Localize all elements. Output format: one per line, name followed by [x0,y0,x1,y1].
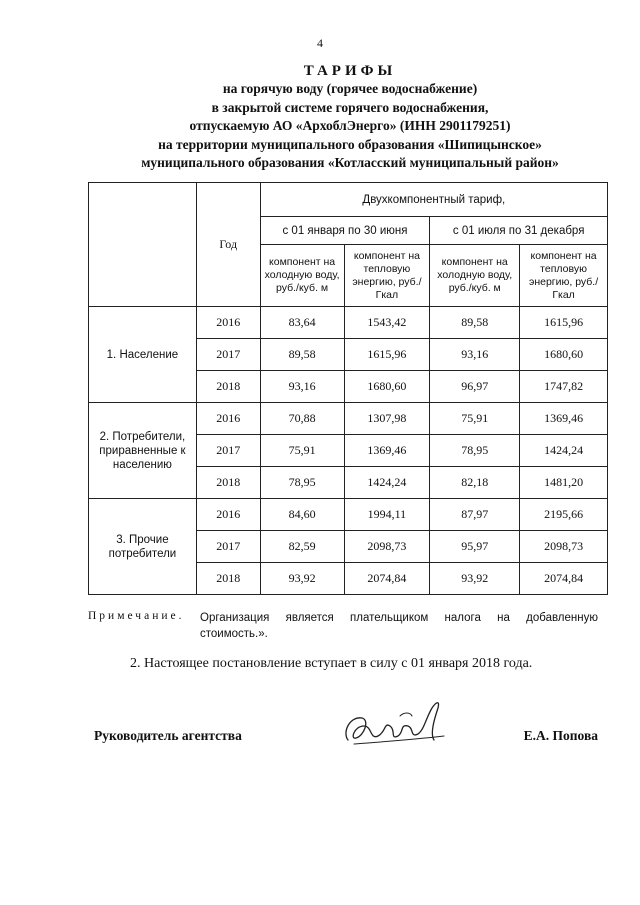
table-row [89,499,608,531]
tariff-group-header: Двухкомпонентный тариф, [260,183,607,217]
title-line: на территории муниципального образования «Шипицынское» [158,136,542,152]
title-line: на горячую воду (горячее водоснабжение) [222,81,478,96]
table-row [89,403,608,435]
value-cell: 82,18 [430,467,520,499]
year-cell: 2016 [196,499,260,531]
value-cell: 1424,24 [344,467,430,499]
value-cell: 1424,24 [520,435,608,467]
value-cell: 2074,84 [520,563,608,595]
year-cell: 2018 [196,563,260,595]
value-cell: 75,91 [430,403,520,435]
year-cell: 2018 [196,371,260,403]
year-header: Год [196,183,260,307]
value-cell: 75,91 [260,435,344,467]
value-cell: 1680,60 [344,371,430,403]
value-cell: 78,95 [260,467,344,499]
value-cell: 95,97 [430,531,520,563]
value-cell: 89,58 [260,339,344,371]
value-cell: 2098,73 [520,531,608,563]
value-cell: 1369,46 [520,403,608,435]
title-line: в закрытой системе горячего водоснабжения, [211,99,489,115]
value-cell: 1680,60 [520,339,608,371]
category-label: 2. Потребители, приравненные к населению [89,403,197,499]
table-row [89,307,608,339]
value-cell: 1994,11 [344,499,430,531]
value-cell: 2195,66 [520,499,608,531]
signatory-role: Руководитель агентства [94,728,242,743]
value-cell: 78,95 [430,435,520,467]
year-cell: 2016 [196,403,260,435]
year-cell: 2017 [196,339,260,371]
value-cell: 93,16 [430,339,520,371]
effective-date-paragraph: 2. Настоящее постановление вступает в силу с 01 января 2018 года. [130,656,533,671]
handwritten-signature [340,696,450,754]
value-cell: 70,88 [260,403,344,435]
tariff-table [88,182,608,595]
value-cell: 2098,73 [344,531,430,563]
value-cell: 1747,82 [520,371,608,403]
category-label: 3. Прочие потребители [89,499,197,595]
page-number: 4 [317,36,323,50]
component-header: компонент на холодную воду, руб./куб. м [260,245,344,307]
period-header: с 01 июля по 31 декабря [430,217,608,245]
header-empty-cell [89,183,197,307]
year-cell: 2016 [196,307,260,339]
component-header: компонент на холодную воду, руб./куб. м [430,245,520,307]
title-main: ТАРИФЫ [303,63,397,79]
value-cell: 1615,96 [520,307,608,339]
component-header: компонент на тепловую энергию, руб./Гкал [520,245,608,307]
title-line: муниципального образования «Котласский муниципальный район» [141,155,559,170]
note-text: Организация является плательщиком налога на добавленную стоимость.». [200,612,598,640]
value-cell: 1481,20 [520,467,608,499]
category-label: 1. Население [89,307,197,403]
year-cell: 2018 [196,467,260,499]
value-cell: 96,97 [430,371,520,403]
value-cell: 84,60 [260,499,344,531]
signatory-name: Е.А. Попова [523,728,598,743]
component-header: компонент на тепловую энергию, руб./Гкал [344,245,430,307]
period-header: с 01 января по 30 июня [260,217,430,245]
value-cell: 93,92 [260,563,344,595]
value-cell: 1369,46 [344,435,430,467]
value-cell: 1543,42 [344,307,430,339]
value-cell: 93,92 [430,563,520,595]
value-cell: 1615,96 [344,339,430,371]
value-cell: 87,97 [430,499,520,531]
document-title [60,62,640,173]
title-line: отпускаемую АО «АрхоблЭнерго» (ИНН 2901179251) [189,118,511,133]
value-cell: 2074,84 [344,563,430,595]
value-cell: 93,16 [260,371,344,403]
value-cell: 82,59 [260,531,344,563]
value-cell: 89,58 [430,307,520,339]
year-cell: 2017 [196,435,260,467]
note-label: Примечание. [88,610,185,622]
note-block [88,610,598,642]
value-cell: 83,64 [260,307,344,339]
value-cell: 1307,98 [344,403,430,435]
year-cell: 2017 [196,531,260,563]
